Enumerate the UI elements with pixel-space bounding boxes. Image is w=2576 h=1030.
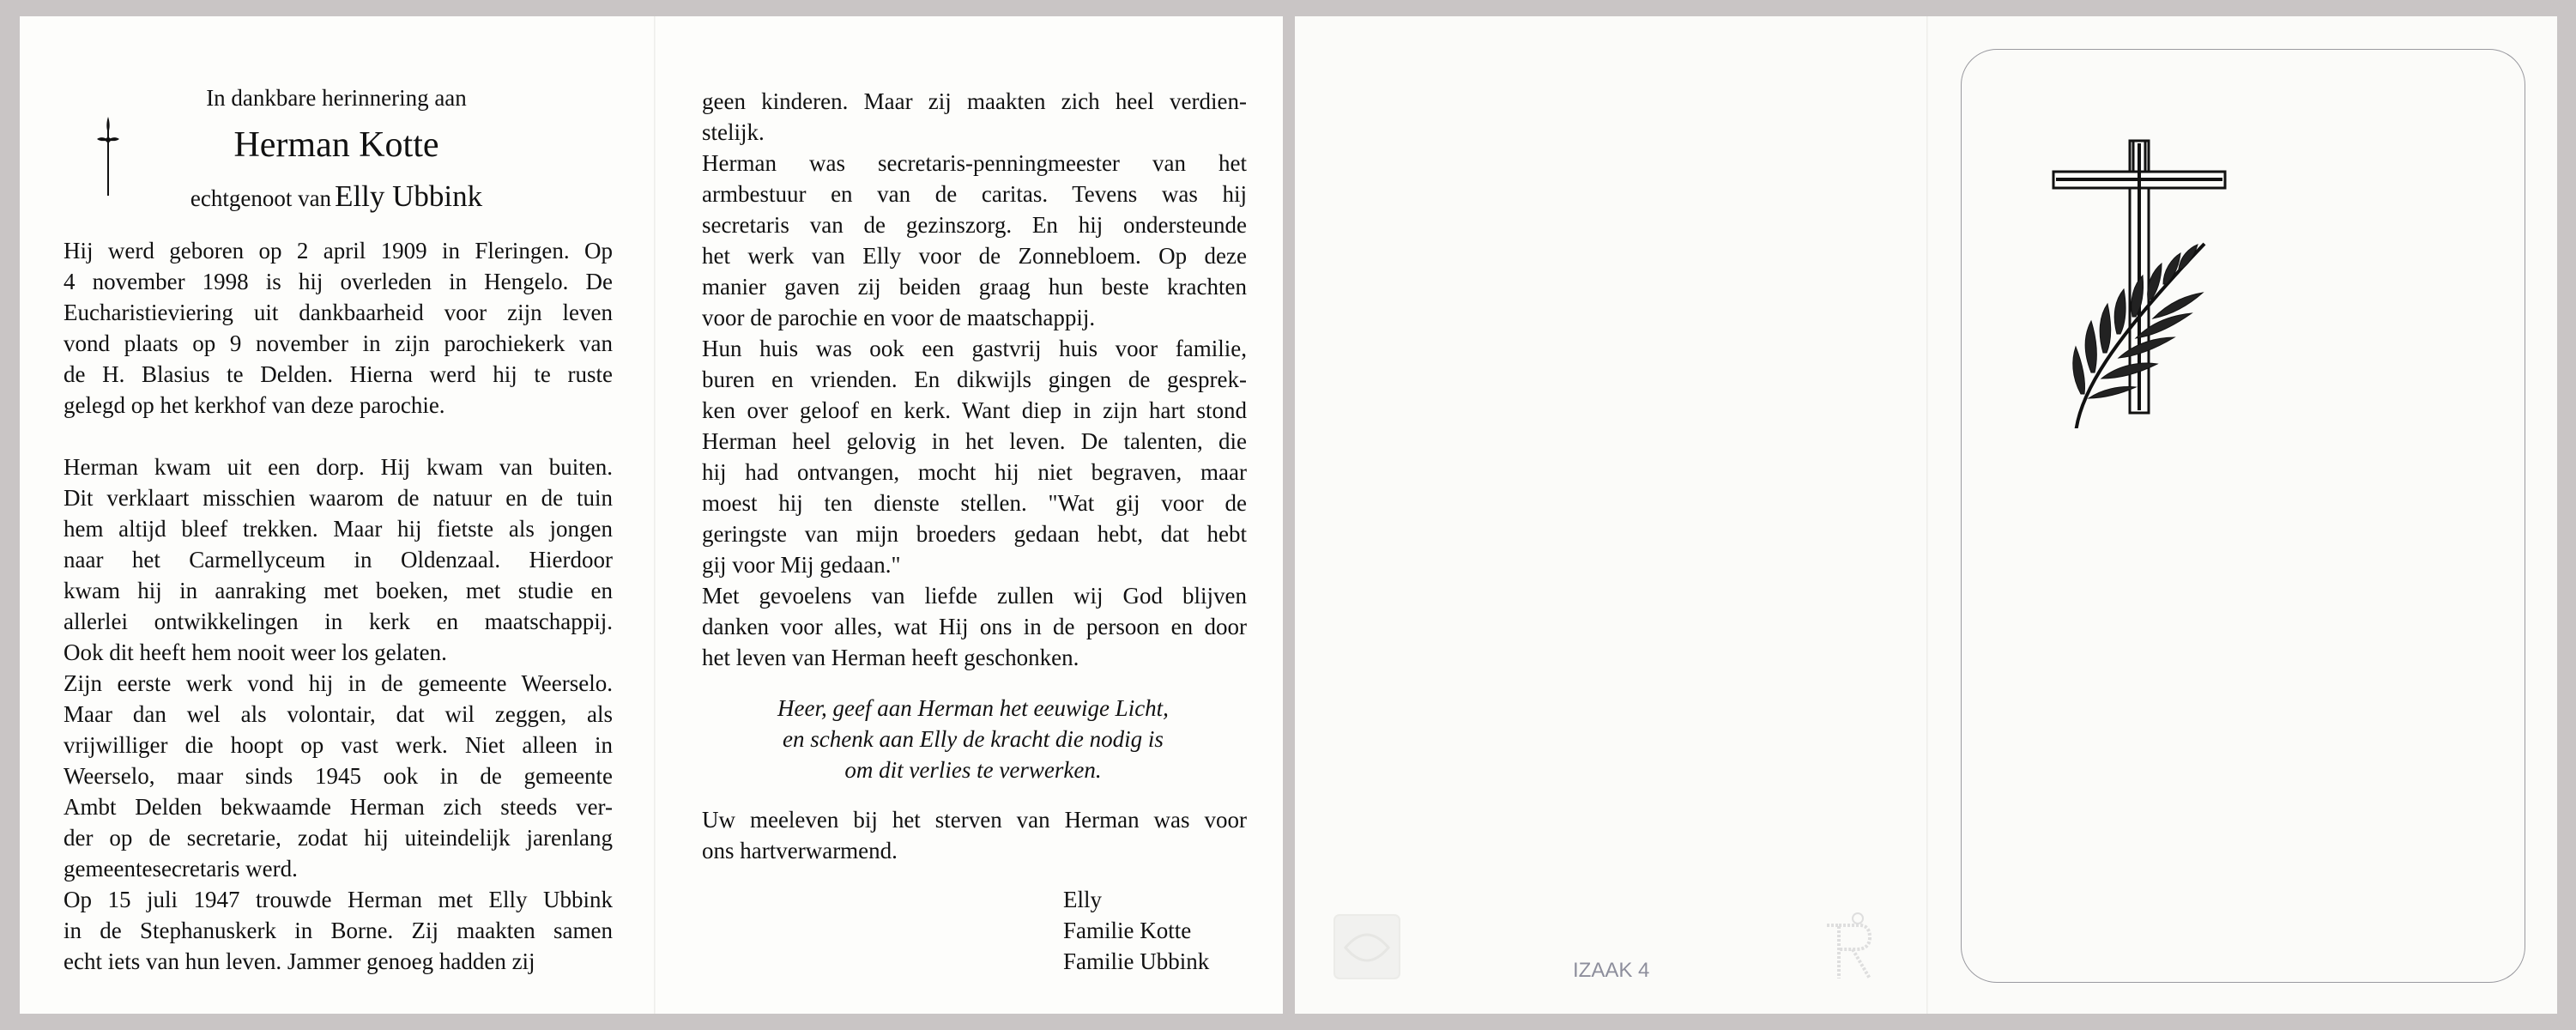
body-text-line: der op de secretarie, zodat hij uiteindelijk jarenlang <box>63 825 613 851</box>
body-text-line: Weerselo, maar sinds 1945 ook in de gemeente <box>63 763 613 789</box>
body-text-line: Eucharistieviering uit dankbaarheid voor zijn leven <box>63 300 613 325</box>
card-frame-border <box>1961 49 2525 983</box>
body-text-line: geen kinderen. Maar zij maakten zich heel verdien- <box>702 88 1247 114</box>
body-text-line: Herman kwam uit een dorp. Hij kwam van buiten. <box>63 454 613 480</box>
body-text-line: armbestuur en van de caritas. Tevens was hij <box>702 181 1247 207</box>
paragraph-spacer <box>63 421 613 451</box>
body-text-line: gij voor Mij gedaan." <box>702 552 901 578</box>
spouse-prefix: echtgenoot van <box>190 185 332 211</box>
body-text-line: naar het Carmellyceum in Oldenzaal. Hierdoor <box>63 547 613 573</box>
faint-publisher-logo-icon <box>1333 913 1401 980</box>
body-text-line: secretaris van de gezinszorg. En hij ondersteunde <box>702 212 1247 238</box>
thanks-line: ons hartverwarmend. <box>702 838 898 863</box>
thanks-message <box>702 804 1247 866</box>
body-text-line: geringste van mijn broeders gedaan hebt, dat hebt <box>702 521 1247 547</box>
body-text-line: Hij werd geboren op 2 april 1909 in Fleringen. Op <box>63 238 613 264</box>
body-text-line: buren en vrienden. En dikwijls gingen de gesprek- <box>702 367 1247 392</box>
faint-r-monogram-icon <box>1822 910 1873 987</box>
body-text-line: in de Stephanuskerk in Borne. Zij maakten samen <box>63 918 613 943</box>
prayer-line: om dit verlies te verwerken. <box>844 757 1102 783</box>
spouse-name: Elly Ubbink <box>335 179 483 213</box>
body-text-line: Ook dit heeft hem nooit weer los gelaten. <box>63 639 447 665</box>
text-column-1 <box>63 235 613 977</box>
body-text-line: Dit verklaart misschien waarom de natuur en de tuin <box>63 485 613 511</box>
signature-name: Familie Kotte <box>1063 918 1192 943</box>
signature-name: Elly <box>1063 887 1102 912</box>
body-text-line: Herman heel gelovig in het leven. De talenten, die <box>702 428 1247 454</box>
body-text-line: ken over geloof en kerk. Want diep in zijn hart stond <box>702 397 1247 423</box>
body-text-line: het werk van Elly voor de Zonnebloem. Op deze <box>702 243 1247 269</box>
body-text-line: Zijn eerste werk vond hij in de gemeente Weerselo. <box>63 670 613 696</box>
body-text-line: allerlei ontwikkelingen in kerk en maatschappij. <box>63 609 613 634</box>
body-text-line: gemeentesecretaris werd. <box>63 856 298 882</box>
text-column-2 <box>702 86 1247 673</box>
small-cross-icon <box>95 115 121 197</box>
body-text-line: 4 november 1998 is hij overleden in Hengelo. De <box>63 269 613 294</box>
body-text-line: moest hij ten dienste stellen. "Wat gij voor de <box>702 490 1247 516</box>
body-text-line: het leven van Herman heeft geschonken. <box>702 645 1079 670</box>
prayer-verse <box>702 693 1244 785</box>
header-intro: In dankbare herinnering aan <box>206 85 467 111</box>
body-text-line: Ambt Delden bekwaamde Herman zich steeds ver- <box>63 794 613 820</box>
print-code: IZAAK 4 <box>1573 959 1650 982</box>
signatures <box>1063 884 1286 977</box>
body-text-line: Op 15 juli 1947 trouwde Herman met Elly Ubbink <box>63 887 613 912</box>
signature-name: Familie Ubbink <box>1063 948 1210 974</box>
fold-line <box>1926 16 1928 1014</box>
fold-line <box>654 16 656 1014</box>
body-text-line: hem altijd bleef trekken. Maar hij fietste als jongen <box>63 516 613 542</box>
deceased-name: Herman Kotte <box>233 125 439 165</box>
body-text-line: Herman was secretaris-penningmeester van het <box>702 150 1247 176</box>
body-text-line: gelegd op het kerkhof van deze parochie. <box>63 392 445 418</box>
body-text-line: echt iets van hun leven. Jammer genoeg hadden zij <box>63 948 535 974</box>
body-text-line: Hun huis was ook een gastvrij huis voor familie, <box>702 336 1247 361</box>
body-text-line: manier gaven zij beiden graag hun beste krachten <box>702 274 1247 300</box>
body-text-line: voor de parochie en voor de maatschappij. <box>702 305 1096 330</box>
prayer-line: en schenk aan Elly de kracht die nodig is <box>783 726 1164 752</box>
body-text-line: de H. Blasius te Delden. Hierna werd hij te ruste <box>63 361 613 387</box>
body-text-line: kwam hij in aanraking met boeken, met studie en <box>63 578 613 603</box>
body-text-line: Met gevoelens van liefde zullen wij God blijven <box>702 583 1247 609</box>
spouse-line <box>122 179 551 214</box>
body-text-line: vond plaats op 9 november in zijn parochiekerk van <box>63 330 613 356</box>
prayer-line: Heer, geef aan Herman het eeuwige Licht, <box>777 695 1169 721</box>
card-outside-spread <box>1295 16 2557 1014</box>
body-text-line: Maar dan wel als volontair, dat wil zeggen, als <box>63 701 613 727</box>
body-text-line: vrijwilliger die hoopt op vast werk. Niet alleen in <box>63 732 613 758</box>
cross-with-palm-icon <box>2050 136 2239 428</box>
body-text-line: stelijk. <box>702 119 765 145</box>
thanks-line: Uw meeleven bij het sterven van Herman was voor <box>702 807 1247 833</box>
body-text-line: hij had ontvangen, mocht hij niet begraven, maar <box>702 459 1247 485</box>
body-text-line: danken voor alles, wat Hij ons in de persoon en door <box>702 614 1247 639</box>
card-inside-spread <box>20 16 1283 1014</box>
